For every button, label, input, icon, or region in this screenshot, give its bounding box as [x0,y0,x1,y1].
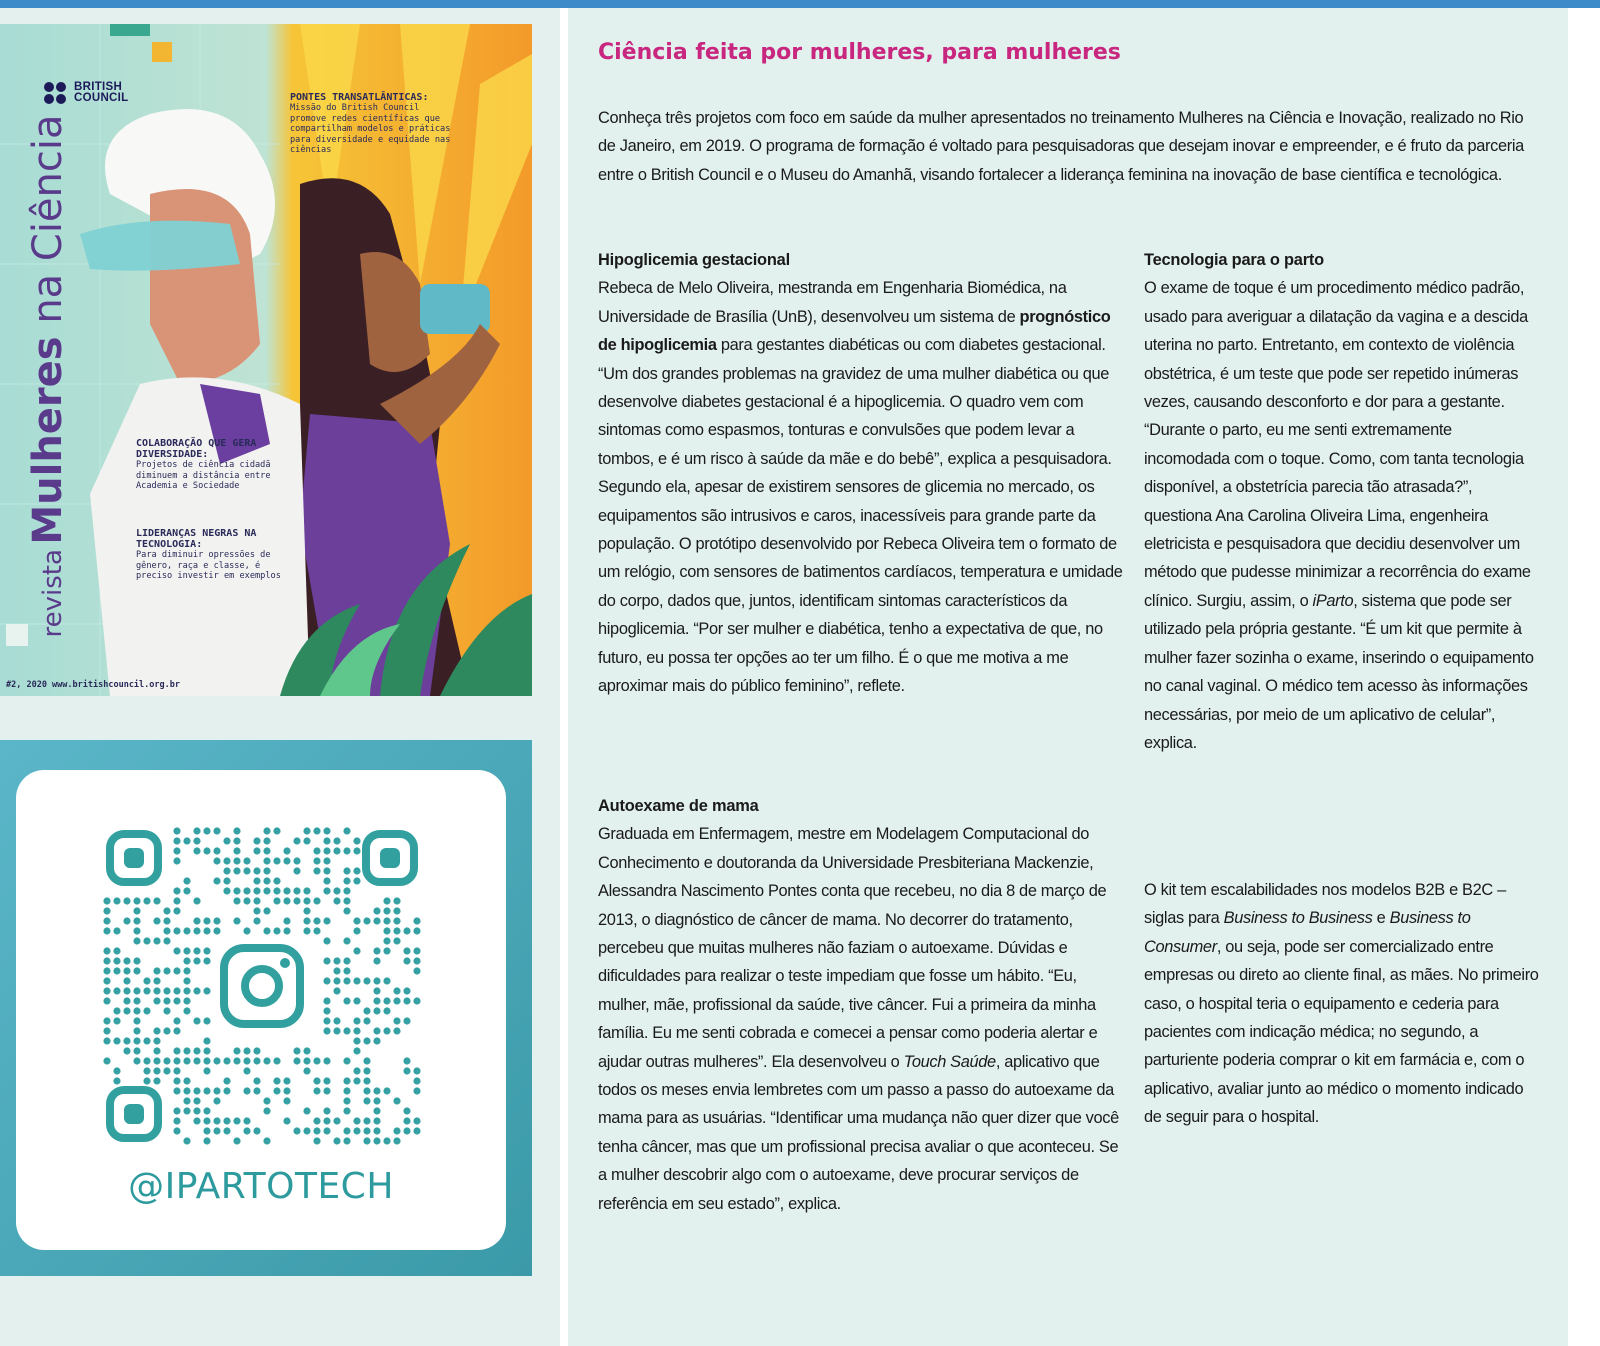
cover-note-1-text: Missão do British Council promove redes científicas que compartilham modelos e práticas para diversidade e equidade nas ciências [290,103,451,155]
section-parto [1144,246,1540,757]
section-autoexame-text: Graduada em Enfermagem, mestre em Modelagem Computacional do Conhecimento e doutoranda da Universidade Presbiteriana Mackenzie, Alessandra Nascimento Pontes conta que recebeu, no dia 8 de março de 2013, o diagnóstico de câncer de mama. No decorrer do tratamento, percebeu que muitas mulheres não faziam o autoexame. Dúvidas e dificuldades para realizar o teste impediam que fosse um hábito. “Eu, mulher, mãe, profissional da saúde, tive câncer. Fui a primeira da minha família. Eu me senti cobrada e comecei a pensar como poderia alertar e ajudar outras mulheres”. Ela desenvolveu o Touch Saúde, aplicativo que todos os meses envia lembretes com um passo a passo do autoexame da mama para as usuárias. “Identificar uma mudança não quer dizer que você tenha câncer, mas que um profissional precisa avaliar o que aconteceu. Se a mulher descobrir algo com o autoexame, deve procurar serviços de referência em seu estado”, explica. [598,825,1119,1213]
logo-line-2: COUNCIL [74,92,129,104]
section-autoexame [598,792,1126,1218]
section-parto-continued [1144,876,1540,1132]
logo-dots-icon [44,82,70,104]
section-parto-heading: Tecnologia para o parto [1144,251,1324,269]
article-title: Ciência feita por mulheres, para mulheres [598,40,1121,65]
instagram-qr-card[interactable] [16,770,506,1250]
cover-note-3-heading: LIDERANÇAS NEGRAS NA TECNOLOGIA: [136,528,257,550]
cover-note-1-heading: PONTES TRANSATLÂNTICAS: [290,92,429,103]
cover-note-2-text: Projetos de ciência cidadã diminuem a distância entre Academia e Sociedade [136,460,271,491]
cover-note-1 [290,92,460,156]
right-margin [1568,8,1600,1346]
magazine-title [25,114,71,637]
section-autoexame-heading: Autoexame de mama [598,797,759,815]
instagram-handle[interactable]: @IPARTOTECH [128,1166,394,1207]
cover-footer: #2, 2020 www.britishcouncil.org.br [6,680,180,690]
top-border [0,0,1600,8]
section-hipoglicemia [598,246,1126,701]
section-hipoglicemia-heading: Hipoglicemia gestacional [598,251,790,269]
magazine-title-bold: Mulheres [25,336,71,545]
cover-note-2 [136,438,296,492]
page-gutter [560,8,568,1346]
section-hipoglicemia-text: Rebeca de Melo Oliveira, mestranda em Engenharia Biomédica, na Universidade de Brasília (UnB), desenvolveu um sistema de prognóstico de hipoglicemia para gestantes diabéticas ou com diabetes gestacional. “Um dos grandes problemas na gravidez de uma mulher diabética ou que desenvolve diabetes gestacional é a hipoglicemia. O quadro vem com sintomas como espasmos, tonturas e convulsões que podem levar a tombos, e é um risco à saúde da mãe e do bebê”, explica a pesquisadora. Segundo ela, apesar de existirem sensores de glicemia no mercado, os equipamentos são intrusivos e caros, inacessíveis para grande parte da população. O protótipo desenvolvido por Rebeca Oliveira tem o formato de um relógio, com sensores de batimentos cardíacos, temperatura e umidade do corpo, dados que, juntos, identificam sintomas característicos da hipoglicemia. “Por ser mulher e diabética, tenho a expectativa de que, no futuro, eu possa ter opções ao ter um filho. É o que me motiva a me aproximar mais do público feminino”, reflete. [598,279,1123,696]
logo-line-1: BRITISH [74,81,123,93]
cover-note-3-text: Para diminuir opressões de gênero, raça e classe, é preciso investir em exemplos [136,550,281,581]
cover-note-3 [136,528,296,582]
magazine-cover [0,24,532,696]
qr-panel [0,740,532,1276]
magazine-title-small: revista [38,549,68,638]
qr-code[interactable] [102,826,422,1146]
cover-note-2-heading: COLABORAÇÃO QUE GERA DIVERSIDADE: [136,438,257,460]
article-intro: Conheça três projetos com foco em saúde da mulher apresentados no treinamento Mulheres na Ciência e Inovação, realizado no Rio de Janeiro, em 2019. O programa de formação é voltado para pesquisadoras que desejam inovar e empreender, e é fruto da parceria entre o British Council e o Museu do Amanhã, visando fortalecer a liderança feminina na inovação de base científica e tecnológica. [598,109,1524,184]
british-council-logo [44,82,129,104]
magazine-title-rest: na Ciência [25,114,71,337]
section-parto-text: O exame de toque é um procedimento médico padrão, usado para averiguar a dilatação da vagina e a descida uterina no parto. Entretanto, em contexto de violência obstétrica, é um teste que pode ser repetido inúmeras vezes, causando desconforto e dor para a gestante. “Durante o parto, eu me senti extremamente incomodada com o toque. Como, com tanta tecnologia disponível, a obstetrícia parecia tão atrasada?”, questiona Ana Carolina Oliveira Lima, engenheira eletricista e pesquisadora que decidiu desenvolver um método que pudesse minimizar a recorrência do exame clínico. Surgiu, assim, o iParto, sistema que pode ser utilizado pela própria gestante. “É um kit que permite à mulher fazer sozinha o exame, inserindo o equipamento no canal vaginal. O médico tem acesso às informações necessárias, por meio de um aplicativo de celular”, explica. [1144,279,1534,752]
section-parto-text-2: O kit tem escalabilidades nos modelos B2B e B2C – siglas para Business to Business e Business to Consumer, ou seja, pode ser comercializado entre empresas ou direto ao cliente final, as mães. No primeiro caso, o hospital teria o equipamento e cederia para pacientes com indicação médica; no segundo, a parturiente poderia comprar o kit em farmácia e, com o aplicativo, avaliar junto ao médico o momento indicado de seguir para o hospital. [1144,881,1539,1127]
